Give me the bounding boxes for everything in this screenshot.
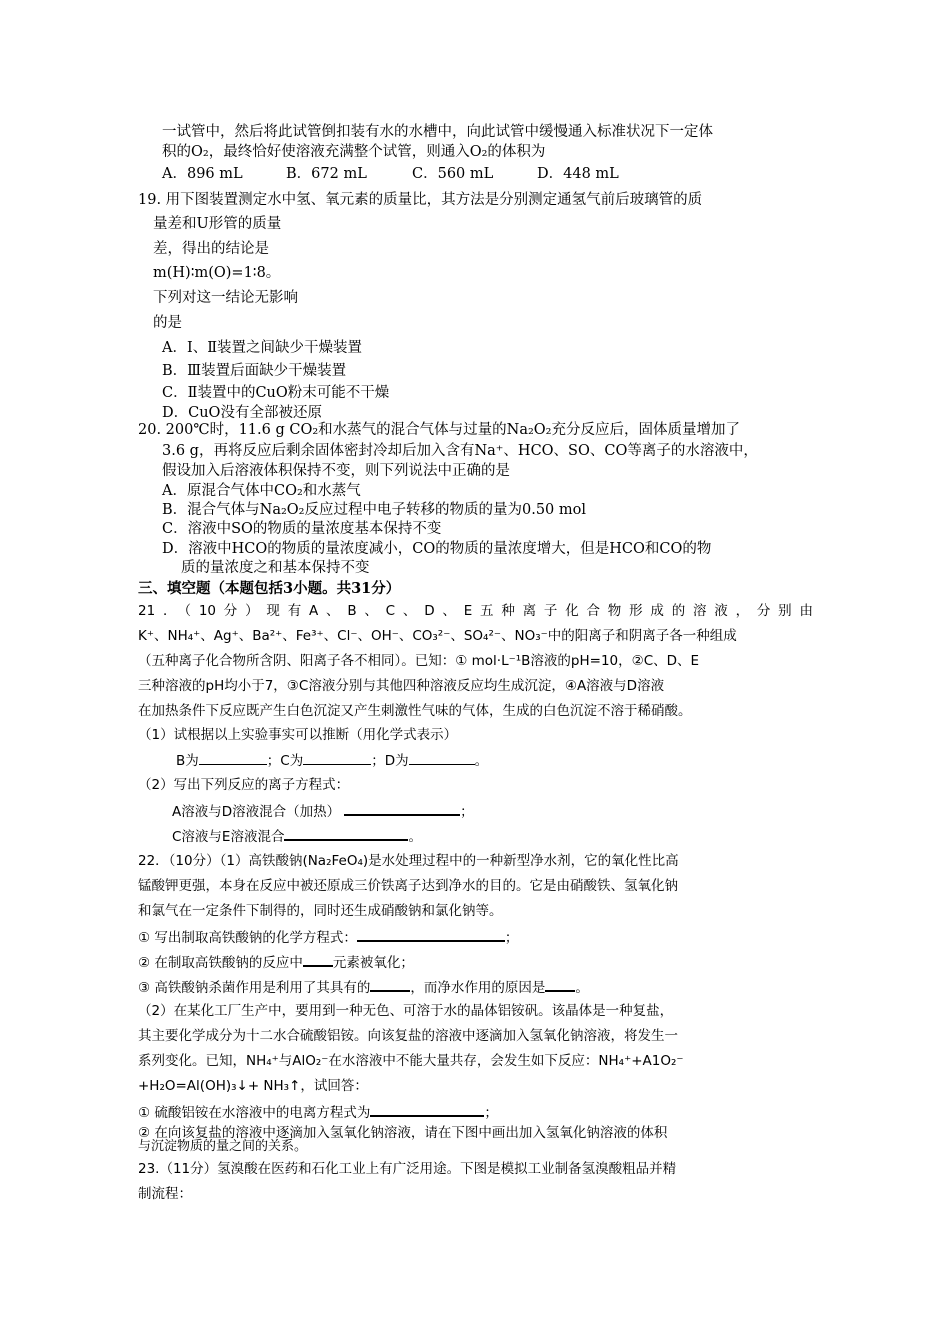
q22-part2-line2: 其主要化学成分为十二水合硫酸铝铵。向该复盐的溶液中逐滴加入氢氧化钠溶液，将发生一 [138,1028,678,1044]
q22-j2-line1: ② 在向该复盐的溶液中逐滴加入氢氧化钠溶液，请在下图中画出加入氢氧化钠溶液的体积 [138,1125,668,1141]
q21-b-blank[interactable] [199,750,267,765]
q22-item2-end: 元素被氧化； [332,955,414,971]
q19-option-a: A．Ⅰ、Ⅱ装置之间缺少干燥装置 [162,340,363,356]
q22-j2-line2: 与沉淀物质的量之间的关系。 [138,1139,308,1154]
q21-equation1-row [172,800,474,822]
q21-eq1-blank[interactable] [344,800,460,816]
q22-text-line1: 22．（10分）（1）高铁酸钠(Na₂FeO₄)是水处理过程中的一种新型净水剂，它的氧化性比高 [138,853,679,869]
q21-eq1-end: ； [460,804,474,820]
q21-c-label: ；C为 [266,753,304,769]
q22-j1-row [138,1101,498,1123]
q18-option-c: C．560 mL [412,166,494,182]
q20-option-d-line1: D．溶液中HCO的物质的量浓度减小，CO的物质的量浓度增大，但是HCO和CO的物 [162,541,712,557]
q19-text-line3: 差，得出的结论是 [153,241,269,257]
q20-option-c: C．溶液中SO的物质的量浓度基本保持不变 [162,521,442,537]
q22-item1-label: ① 写出制取高铁酸钠的化学方程式： [138,930,357,946]
q19-text-line1: 19. 用下图装置测定水中氢、氧元素的质量比，其方法是分别测定通氢气前后玻璃管的质 [138,192,703,208]
q19-text-line5: 下列对这一结论无影响 [153,290,298,306]
q21-text-line1: 21．（10分）现有A、B、C、D、E五种离子化合物形成的溶液，分别由 [138,603,813,619]
q22-item1-blank[interactable] [357,926,505,942]
q22-item2-row [138,951,414,973]
q20-option-b: B．混合气体与Na₂O₂反应过程中电子转移的物质的量为0.50 mol [162,502,587,518]
q23-text-line2: 制流程： [138,1186,192,1202]
q20-option-a: A．原混合气体中CO₂和水蒸气 [162,483,361,499]
q22-item3-row [138,976,589,998]
q22-item3-blank2[interactable] [545,976,575,992]
q21-eq2-end: 。 [408,829,422,845]
q21-eq1-label: A溶液与D溶液混合（加热） [172,804,341,820]
q18-option-d: D．448 mL [537,166,619,182]
q22-j1-label: ① 硫酸铝铵在水溶液中的电离方程式为 [138,1105,371,1121]
q22-j1-end: ； [484,1105,498,1121]
q21-text-line4: 三种溶液的pH均小于7，③C溶液分别与其他四种溶液反应均生成沉淀，④A溶液与D溶液 [138,678,665,694]
q21-sub1: （1）试根据以上实验事实可以推断（用化学式表示） [138,727,458,743]
section-heading: 三、填空题（本题包括3小题。共31分） [138,580,401,597]
q21-end-mark: 。 [474,753,489,769]
q21-equation2-row [172,825,422,847]
q21-b-label: B为 [176,753,199,769]
q22-item3-blank1[interactable] [370,976,410,992]
q22-text-line3: 和氯气在一定条件下制得的，同时还生成硝酸钠和氯化钠等。 [138,903,503,919]
q22-item2-label: ② 在制取高铁酸钠的反应中 [138,955,303,971]
q19-text-line2: 量差和U形管的质量 [153,216,282,232]
q19-option-d: D．CuO没有全部被还原 [162,405,322,421]
q18-text-line2: 积的O₂，最终恰好使溶液充满整个试管，则通入O₂的体积为 [162,144,546,160]
q23-text-line1: 23.（11分）氢溴酸在医药和石化工业上有广泛用途。下图是模拟工业制备氢溴酸粗品并精 [138,1161,677,1177]
q21-text-line3: （五种离子化合物所含阴、阳离子各不相同）。已知：① mol·L⁻¹B溶液的pH=10，②C、D、E [138,653,700,669]
q21-d-blank[interactable] [409,750,475,765]
q21-sub2: （2）写出下列反应的离子方程式： [138,777,350,793]
q22-item3-label: ③ 高铁酸钠杀菌作用是利用了其具有的 [138,980,371,996]
q21-eq2-label: C溶液与E溶液混合 [172,829,285,845]
q22-item1-row [138,926,518,948]
q21-c-blank[interactable] [303,750,371,765]
q22-item3-mid: ，而净水作用的原因是 [410,980,546,996]
q20-option-d-line2: 质的量浓度之和基本保持不变 [181,560,370,576]
q21-text-line2: K⁺、NH₄⁺、Ag⁺、Ba²⁺、Fe³⁺、Cl⁻、OH⁻、CO₃²⁻、SO₄²⁻、NO₃⁻中的阳离子和阴离子各一种组成 [138,628,737,644]
q19-option-b: B．Ⅲ装置后面缺少干燥装置 [162,363,347,379]
q18-option-b: B．672 mL [286,166,367,182]
q22-item3-end: 。 [575,980,589,996]
q22-text-line2: 锰酸钾更强，本身在反应中被还原成三价铁离子达到净水的目的。它是由硝酸铁、氢氧化钠 [138,878,678,894]
q22-j1-blank[interactable] [370,1101,484,1117]
q20-text-line3: 假设加入后溶液体积保持不变，则下列说法中正确的是 [162,463,510,479]
q21-answer-row [176,750,488,771]
q21-d-label: ；D为 [371,753,409,769]
q18-text-line1: 一试管中，然后将此试管倒扣装有水的水槽中，向此试管中缓慢通入标准状况下一定体 [162,124,713,140]
q19-text-line6: 的是 [153,315,182,331]
q22-item2-blank[interactable] [303,951,333,967]
q20-text-line2: 3.6 g，再将反应后剩余固体密封冷却后加入含有Na⁺、HCO、SO、CO等离子的水溶液中， [162,443,758,459]
q18-option-a: A．896 mL [162,166,243,182]
q22-item1-end: ； [504,930,519,946]
q21-eq2-blank[interactable] [284,825,408,841]
q19-option-c: C．Ⅱ装置中的CuO粉末可能不干燥 [162,385,390,401]
q22-part2-line1: （2）在某化工厂生产中，要用到一种无色、可溶于水的晶体铝铵矾。该晶体是一种复盐， [138,1003,674,1019]
q20-text-line1: 20. 200℃时，11.6 g CO₂和水蒸气的混合气体与过量的Na₂O₂充分反应后，固体质量增加了 [138,422,740,438]
q22-part2-line3: 系列变化。已知，NH₄⁺与AlO₂⁻在水溶液中不能大量共存，会发生如下反应：NH₄⁺+A1O₂⁻ [138,1053,684,1069]
q19-text-line4: m(H)∶m(O)=1∶8。 [153,265,281,281]
q21-text-line5: 在加热条件下反应既产生白色沉淀又产生刺激性气味的气体，生成的白色沉淀不溶于稀硝酸。 [138,703,692,719]
q22-part2-line4: +H₂O=Al(OH)₃↓+ NH₃↑，试回答： [138,1078,368,1094]
